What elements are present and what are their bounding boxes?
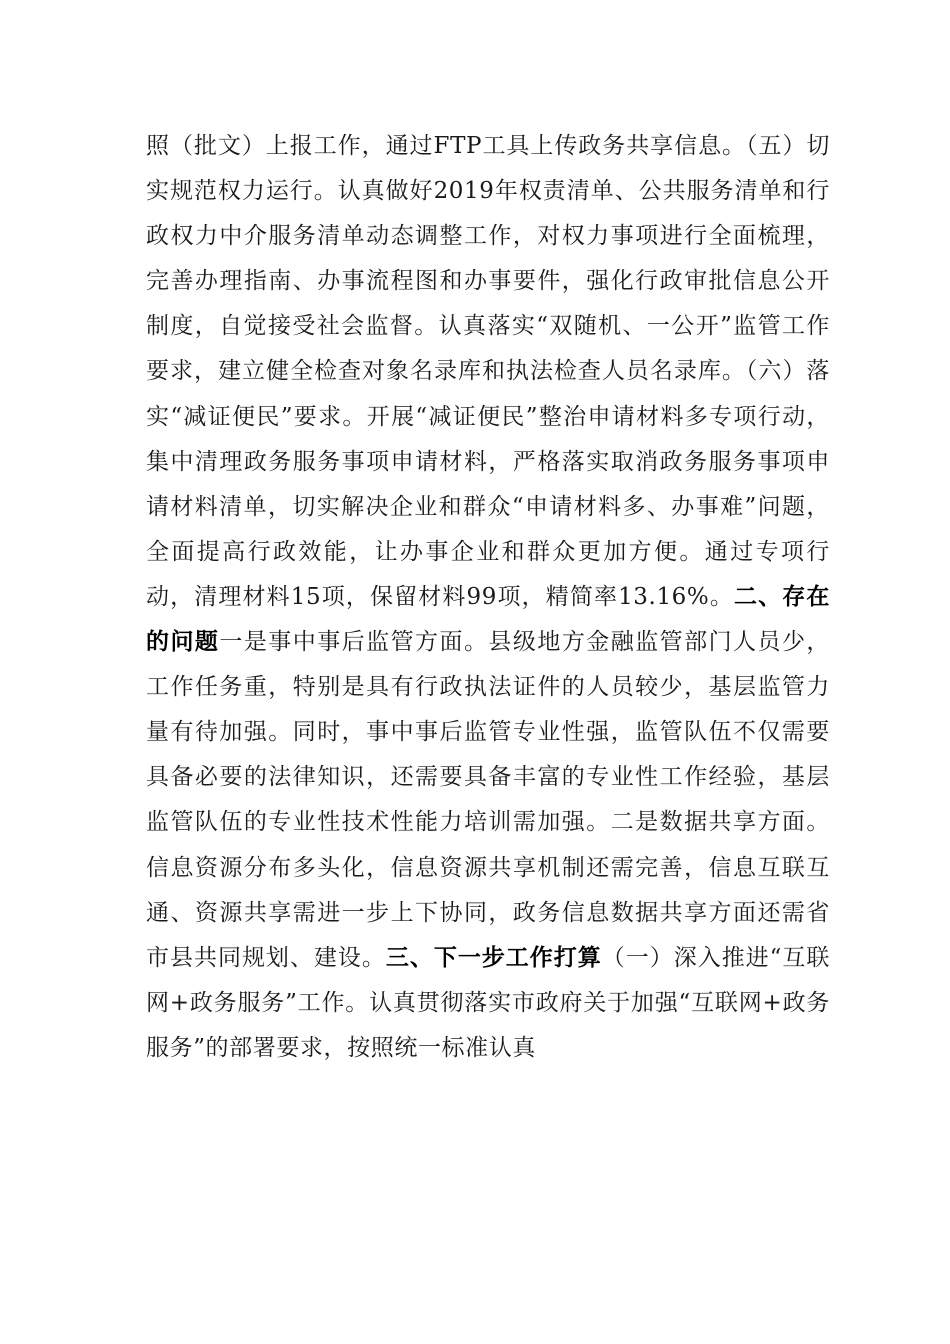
paragraph-segment-3: （一）深入推进“互联网+政务服务”工作。认真贯彻落实市政府关于加强“互联网+政务服务”的部署要求，按照统一标准认真 <box>146 944 831 1061</box>
section-heading-problems: 二、存在的问题 <box>146 583 830 656</box>
section-heading-next-steps: 三、下一步工作打算 <box>385 944 602 971</box>
body-paragraph <box>146 124 830 1071</box>
paragraph-segment-2: 一是事中事后监管方面。县级地方金融监管部门人员少，工作任务重，特别是具有行政执法证件的人员较少，基层监管力量有待加强。同时，事中事后监管专业性强，监管队伍不仅需要具备必要的法律知识，还需要具备丰富的专业性工作经验，基层监管队伍的专业性技术性能力培训需加强。二是数据共享方面。信息资源分布多头化，信息资源共享机制还需完善，信息互联互通、资源共享需进一步上下协同，政务信息数据共享方面还需省市县共同规划、建设。 <box>146 629 831 971</box>
paragraph-segment-1: 照（批文）上报工作，通过FTP工具上传政务共享信息。（五）切实规范权力运行。认真做好2019年权责清单、公共服务清单和行政权力中介服务清单动态调整工作，对权力事项进行全面梳理，完善办理指南、办事流程图和办事要件，强化行政审批信息公开制度，自觉接受社会监督。认真落实“双随机、一公开”监管工作要求，建立健全检查对象名录库和执法检查人员名录库。（六）落实“减证便民”要求。开展“减证便民”整治申请材料多专项行动，集中清理政务服务事项申请材料，严格落实取消政务服务事项申请材料清单，切实解决企业和群众“申请材料多、办事难”问题，全面提高行政效能，让办事企业和群众更加方便。通过专项行动，清理材料15项，保留材料99项，精简率13.16%。 <box>146 133 830 610</box>
